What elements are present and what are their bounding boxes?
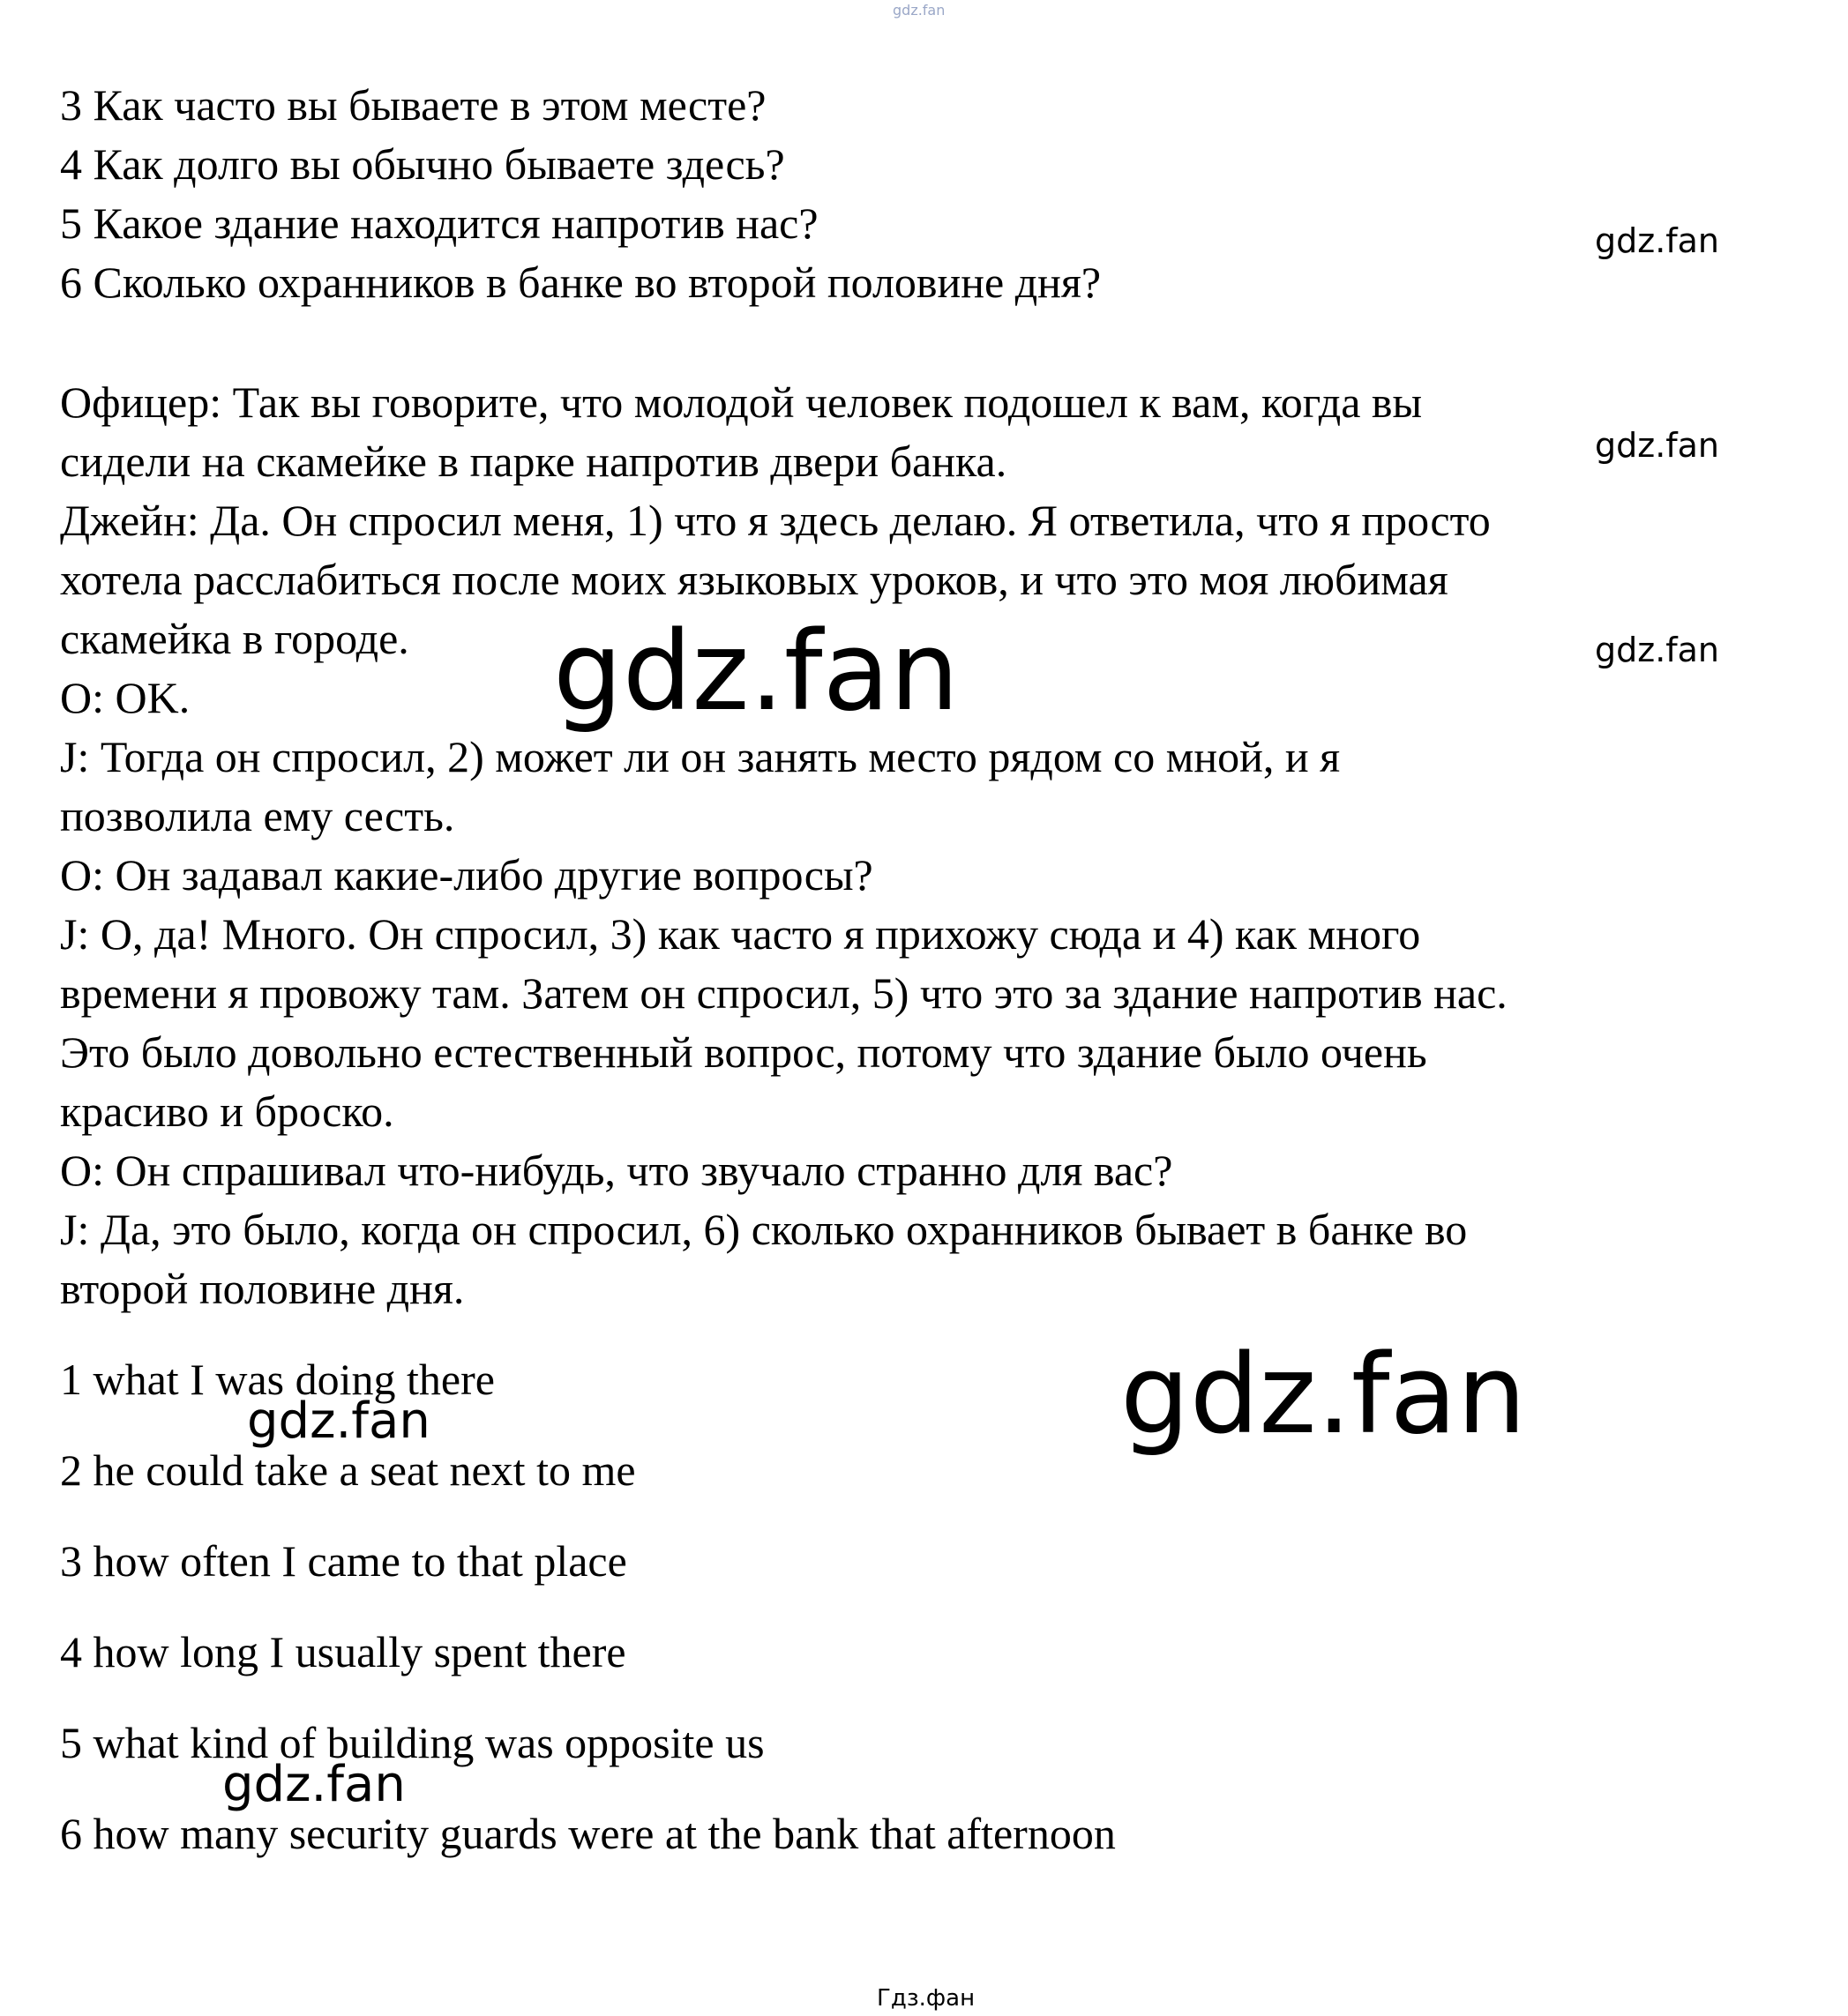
- dialogue-line: красиво и броско.: [60, 1086, 394, 1136]
- question-line: 6 Сколько охранников в банке во второй половине дня?: [60, 258, 1102, 307]
- dialogue-line: O: Он задавал какие-либо другие вопросы?: [60, 850, 873, 900]
- dialogue-line: второй половине дня.: [60, 1264, 465, 1313]
- watermark-mid-left-2: gdz.fan: [222, 1756, 406, 1813]
- dialogue-line: сидели на скамейке в парке напротив двери банка.: [60, 437, 1007, 486]
- answer-line: 1 what I was doing there: [60, 1355, 495, 1404]
- watermark-bottom: Гдз.фан: [877, 1985, 976, 2012]
- watermark-big-center: gdz.fan: [553, 609, 960, 735]
- dialogue-line: скамейка в городе.: [60, 614, 409, 663]
- question-line: 5 Какое здание находится напротив нас?: [60, 198, 819, 248]
- dialogue-line: Это было довольно естественный вопрос, потому что здание было очень: [60, 1027, 1427, 1077]
- dialogue-line: времени я провожу там. Затем он спросил, 5) что это за здание напротив нас.: [60, 968, 1508, 1018]
- watermark-mid-left-1: gdz.fan: [247, 1393, 430, 1450]
- answer-line: 4 how long I usually spent there: [60, 1627, 626, 1676]
- dialogue-line: J: Да, это было, когда он спросил, 6) сколько охранников бывает в банке во: [60, 1205, 1468, 1254]
- answer-line: 6 how many security guards were at the bank that afternoon: [60, 1809, 1116, 1858]
- watermark-big-right: gdz.fan: [1120, 1332, 1527, 1459]
- dialogue-line: J: О, да! Много. Он спросил, 3) как часто я прихожу сюда и 4) как много: [60, 909, 1421, 959]
- dialogue-line: хотела расслабиться после моих языковых уроков, и что это моя любимая: [60, 555, 1448, 604]
- watermark-top: gdz.fan: [893, 2, 946, 19]
- dialogue-line: J: Тогда он спросил, 2) может ли он занять место рядом со мной, и я: [60, 732, 1341, 781]
- dialogue-line: позволила ему сесть.: [60, 791, 455, 840]
- answer-line: 2 he could take a seat next to me: [60, 1445, 636, 1495]
- dialogue-line: O: Он спрашивал что-нибудь, что звучало странно для вас?: [60, 1146, 1173, 1195]
- answer-line: 3 how often I came to that place: [60, 1536, 627, 1586]
- watermark-right-2: gdz.fan: [1595, 426, 1720, 465]
- dialogue-line: Джейн: Да. Он спросил меня, 1) что я здесь делаю. Я ответила, что я просто: [60, 496, 1491, 545]
- watermark-right-3: gdz.fan: [1595, 631, 1720, 669]
- dialogue-line: Офицер: Так вы говорите, что молодой человек подошел к вам, когда вы: [60, 377, 1423, 427]
- question-line: 4 Как долго вы обычно бываете здесь?: [60, 139, 785, 189]
- question-line: 3 Как часто вы бываете в этом месте?: [60, 80, 767, 130]
- watermark-right-1: gdz.fan: [1595, 221, 1720, 260]
- dialogue-line: O: OK.: [60, 673, 191, 722]
- answer-line: 5 what kind of building was opposite us: [60, 1718, 765, 1767]
